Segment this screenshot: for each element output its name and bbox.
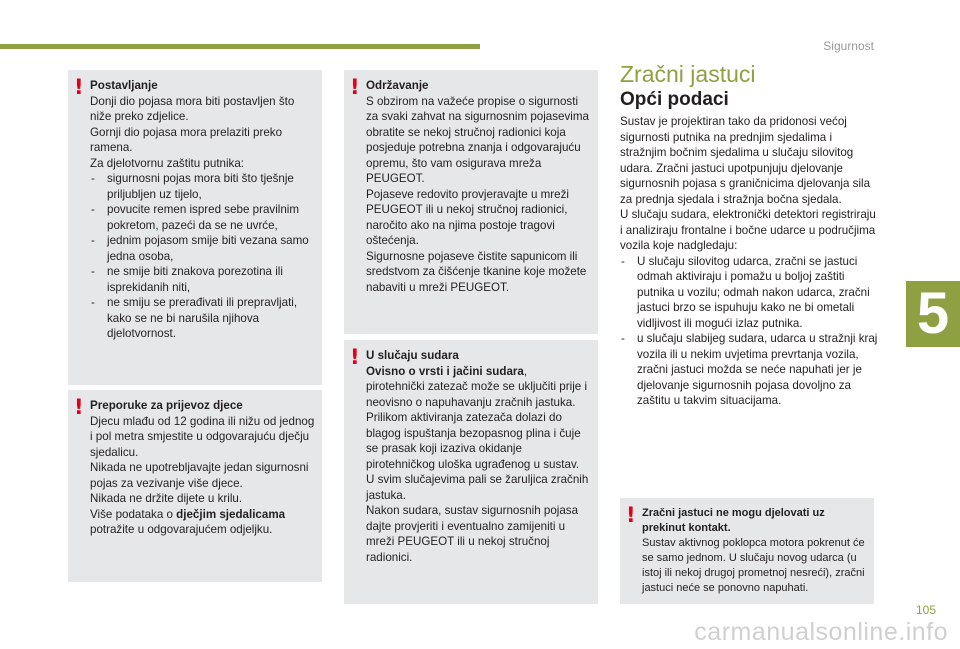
warning-icon: ! — [626, 503, 636, 527]
watermark: carmanualsonline.info — [694, 618, 948, 646]
warning-box-sudar — [344, 340, 598, 604]
box-text: Nakon sudara, sustav sigurnosnih pojasa dajte provjeriti i eventualno zamijeniti u mreži PEUGEOT ili u nekoj stručnoj radionici. — [366, 504, 579, 564]
list-item: - jednim pojasom smije biti vezana samo jedna osoba, — [90, 233, 316, 264]
box-text: S obzirom na važeće propise o sigurnosti za svaki zahvat na sigurnosnim pojasevima obratite se nekoj stručnoj radionici koja posjeduje potrebna znanja i odgovarajuću opremu, što vam osigurava mreža PEUGEOT. — [366, 94, 589, 185]
box-text: U svim slučajevima pali se žaruljica zračnih jastuka. — [366, 473, 589, 502]
bold-reference: dječjim sjedalicama — [176, 507, 286, 521]
list-item: - u slučaju slabijeg sudara, udarca u stražnji kraj vozila ili u nekim uvjetima prevrtanja vozila, zračni jastuci možda se neće napuhati jer je djelovanje sigurnosnih pojasa dovoljno za zaštitu u takvim situacijama. — [620, 331, 878, 409]
box-text: Za djelotvornu zaštitu putnika: — [90, 156, 245, 170]
list-item: - ne smije biti znakova porezotina ili isprekidanih niti, — [90, 264, 316, 295]
section-title: Zračni jastuci — [620, 61, 756, 87]
box-title: Održavanje — [366, 79, 429, 92]
box-text: Pojaseve redovito provjeravajte u mreži PEUGEOT ili u nekoj stručnoj radionici, naročito ako na njima postoje tragovi oštećenja. — [366, 187, 569, 247]
section-name: Sigurnost — [823, 39, 874, 53]
warning-box-odrzavanje — [344, 70, 598, 334]
warning-icon: ! — [74, 395, 84, 419]
box-text: Nikada ne držite dijete u krilu. — [90, 492, 243, 505]
list-item: - povucite remen ispred sebe pravilnim pokretom, pazeći da se ne uvrće, — [90, 202, 316, 233]
section-subtitle: Opći podaci — [620, 89, 729, 110]
box-text: Nikada ne upotrebljavajte jedan sigurnosni pojas za vezivanje više djece. — [90, 461, 309, 490]
box-title: Zračni jastuci ne mogu djelovati uz prekinut kontakt. — [642, 507, 825, 534]
warning-box-preporuke — [68, 390, 322, 582]
list-item: - U slučaju silovitog udarca, zračni se jastuci odmah aktiviraju i pomažu u boljoj zaštiti putnika u vozilu; odmah nakon udarca, zračni jastuci brzo se ispuhuju kako ne bi ometali vidljivost ili mogući izlaz putnika. — [620, 254, 878, 332]
box-title: Postavljanje — [90, 79, 158, 92]
box-text: Djecu mlađu od 12 godina ili nižu od jednog i pol metra smjestite u odgovarajuću dječju sjedalicu. — [90, 414, 315, 459]
dash-list — [90, 171, 316, 342]
text-run: , — [523, 364, 528, 378]
box-title: U slučaju sudara — [366, 349, 459, 362]
airbags-section — [620, 60, 878, 409]
warning-icon: ! — [74, 75, 84, 99]
box-text: Sigurnosne pojaseve čistite sapunicom ili sredstvom za čišćenje tkanine koje možete nabaviti u mreži PEUGEOT. — [366, 249, 587, 294]
dash-list — [620, 254, 878, 409]
warning-box-postavljanje — [68, 70, 322, 385]
warning-box-kontakt — [620, 498, 874, 604]
box-title: Preporuke za prijevoz djece — [90, 399, 243, 412]
text-run: potražite u odgovarajućem odjeljku. — [90, 523, 273, 536]
box-text: Gornji dio pojasa mora prelaziti preko ramena. — [90, 125, 283, 154]
box-text: pirotehnički zatezač može se uključiti prije i neovisno o napuhavanju zračnih jastuka. Prilikom aktiviranja zatezača dolazi do blagog ispuštanja bezopasnog plina i čuje se prasak koji izaziva okidanje pirotehničkog uloška ugrađenog u sustav. — [366, 380, 588, 471]
warning-icon: ! — [350, 75, 360, 99]
chapter-number-tab: 5 — [906, 281, 960, 347]
box-text: Donji dio pojasa mora biti postavljen što niže preko zdjelice. — [90, 94, 295, 123]
page-number: 105 — [915, 603, 936, 617]
text-run: Više podataka o — [90, 507, 177, 521]
warning-icon: ! — [350, 345, 360, 369]
box-text: Sustav aktivnog poklopca motora pokrenut će se samo jednom. U slučaju novog udarca (u istoj ili nekoj drugoj prometnoj nesreći), zračni jastuci neće se ponovno napuhati. — [642, 537, 865, 594]
box-subtitle: Ovisno o vrsti i jačini sudara — [366, 364, 524, 378]
header-accent-bar — [0, 44, 480, 49]
list-item: - ne smiju se prerađivati ili prepravljati, kako se ne bi narušila njihova djelotvornost. — [90, 295, 316, 342]
body-paragraph: U slučaju sudara, elektronički detektori registriraju i analiziraju frontalne i bočne udarce u područjima vozila koje nadgledaju: — [620, 208, 876, 252]
body-paragraph: Sustav je projektiran tako da pridonosi većoj sigurnosti putnika na prednjim sjedalima i stražnjim bočnim sjedalima u slučaju silovitog udara. Zračni jastuci upotpunjuju djelovanje sigurnosnih pojasa s graničnicima djelovanja sila za prednja sjedala i stražnja bočna sjedala. — [620, 115, 871, 206]
list-item: - sigurnosni pojas mora biti što tješnje priljubljen uz tijelo, — [90, 171, 316, 202]
box-text — [366, 364, 592, 380]
box-text — [90, 507, 316, 538]
